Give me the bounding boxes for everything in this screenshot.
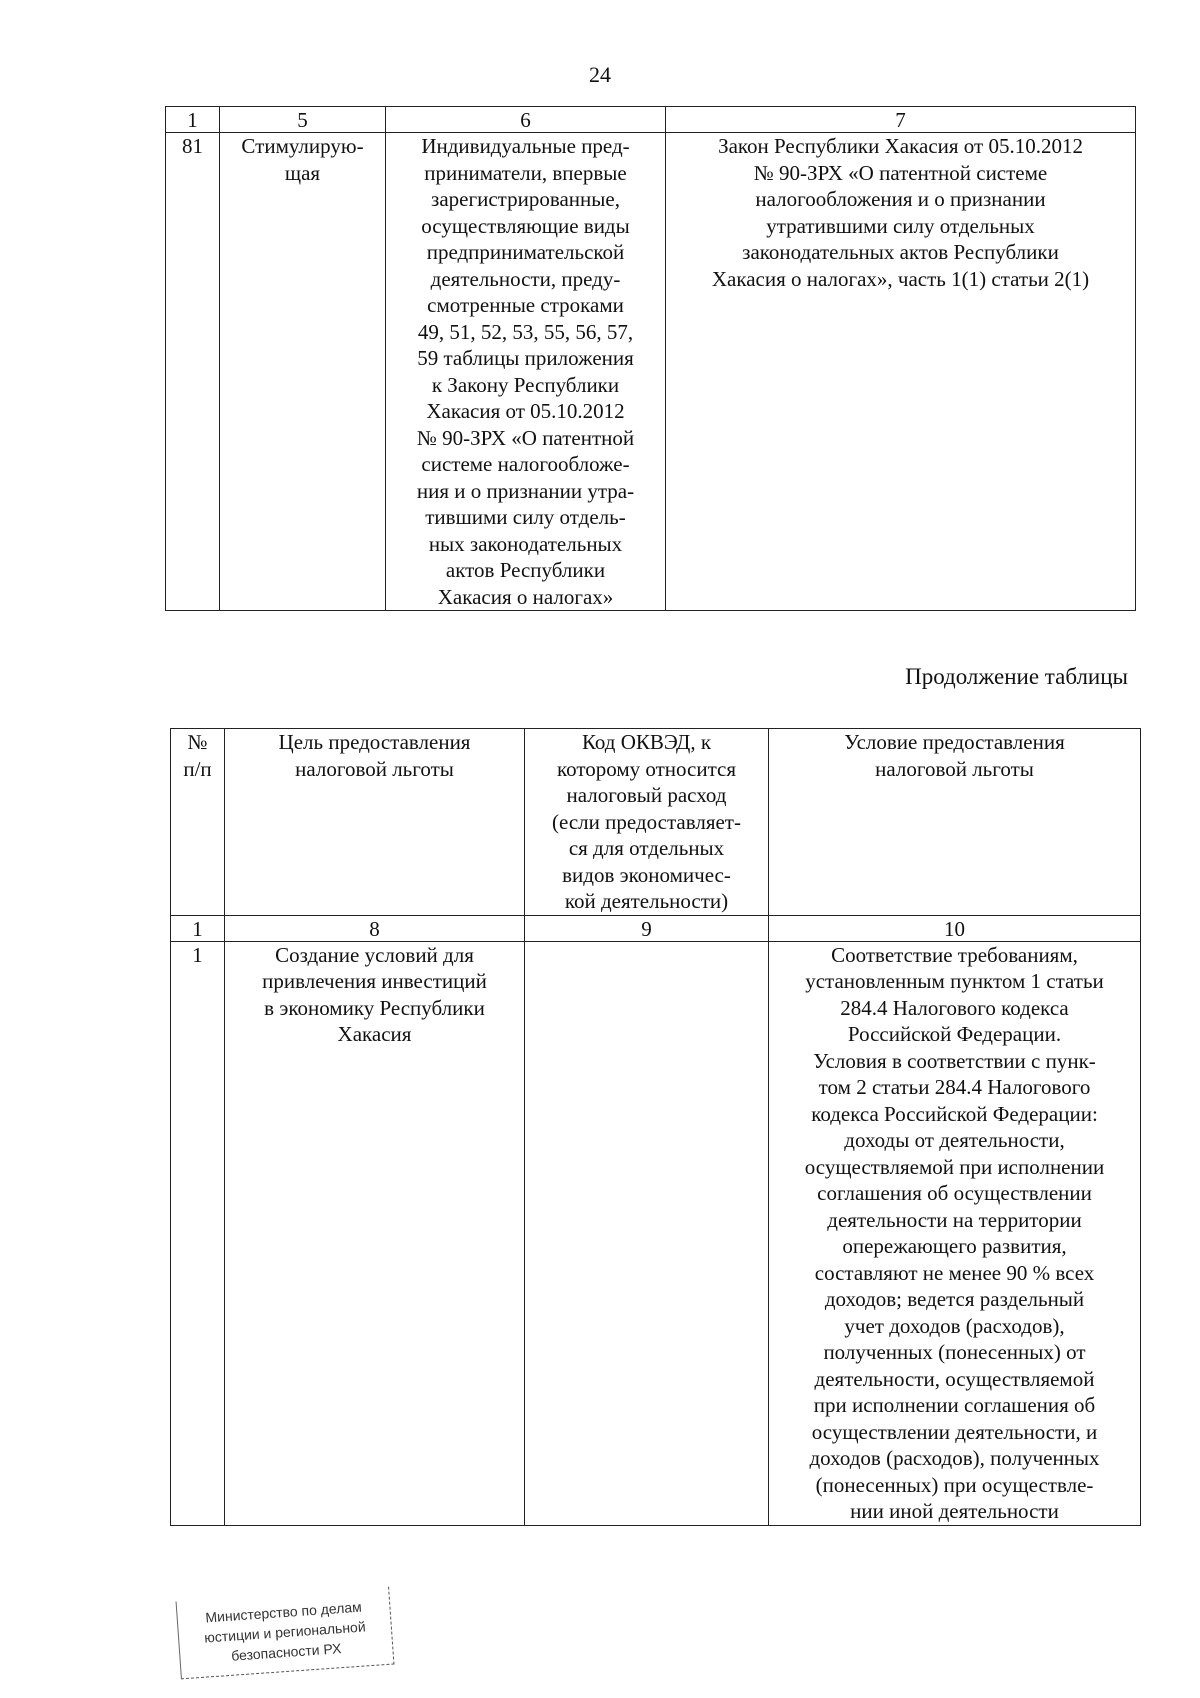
stamp-line: безопасности РХ	[230, 1640, 342, 1664]
column-number: 1	[166, 107, 220, 133]
column-number: 5	[220, 107, 386, 133]
goal-cell: Создание условий для привлечения инвестиций в экономику Республики Хакасия	[225, 941, 525, 1525]
tax-benefit-table-part-1	[165, 106, 1136, 611]
header-cell-condition: Условие предоставления налоговой льготы	[769, 729, 1141, 916]
table-row	[166, 133, 1136, 611]
column-number: 8	[225, 915, 525, 941]
column-number: 10	[769, 915, 1141, 941]
stamp-line: юстиции и региональной	[203, 1618, 367, 1646]
column-number: 9	[525, 915, 769, 941]
tax-benefit-table-part-2	[170, 728, 1141, 1526]
table-row	[171, 941, 1141, 1525]
header-cell-goal: Цель предоставления налоговой льготы	[225, 729, 525, 916]
continuation-label: Продолжение таблицы	[905, 664, 1128, 689]
header-cell-okved: Код ОКВЭД, к которому относится налоговый расход (если предоставляет- ся для отдельных видов экономичес- кой деятельности)	[525, 729, 769, 916]
stamp-line: Министерство по делам	[204, 1598, 363, 1626]
column-number: 1	[171, 915, 225, 941]
benefit-type-cell: Стимулирую- щая	[220, 133, 386, 611]
column-number-row	[166, 107, 1136, 133]
header-row	[171, 729, 1141, 916]
header-cell-number: № п/п	[171, 729, 225, 916]
column-number: 6	[386, 107, 666, 133]
row-number-cell: 81	[166, 133, 220, 611]
row-number-cell: 1	[171, 941, 225, 1525]
ministry-stamp	[176, 1587, 395, 1680]
law-reference-cell: Закон Республики Хакасия от 05.10.2012 № 90-ЗРХ «О патентной системе налогообложения и о признании утратившими силу отдельных законодательных актов Республики Хакасия о налогах», часть 1(1) статьи 2(1)	[666, 133, 1136, 611]
okved-cell	[525, 941, 769, 1525]
page-number: 24	[589, 62, 611, 87]
recipients-cell: Индивидуальные пред- приниматели, впервые зарегистрированные, осуществляющие виды предпринимательской деятельности, преду- смотренные строками 49, 51, 52, 53, 55, 56, 57, 59 таблицы приложения к Закону Республики Хакасия от 05.10.2012 № 90-ЗРХ «О патентной системе налогообложе- ния и о признании утра- тившими силу отдель- ных законодательных актов Республики Хакасия о налогах»	[386, 133, 666, 611]
column-number-row	[171, 915, 1141, 941]
column-number: 7	[666, 107, 1136, 133]
condition-cell: Соответствие требованиям, установленным пунктом 1 статьи 284.4 Налогового кодекса Российской Федерации. Условия в соответствии с пунк- том 2 статьи 284.4 Налогового кодекса Российской Федерации: доходы от деятельности, осуществляемой при исполнении соглашения об осуществлении деятельности на территории опережающего развития, составляют не менее 90 % всех доходов; ведется раздельный учет доходов (расходов), полученных (понесенных) от деятельности, осуществляемой при исполнении соглашения об осуществлении деятельности, и доходов (расходов), полученных (понесенных) при осуществле- нии иной деятельности	[769, 941, 1141, 1525]
